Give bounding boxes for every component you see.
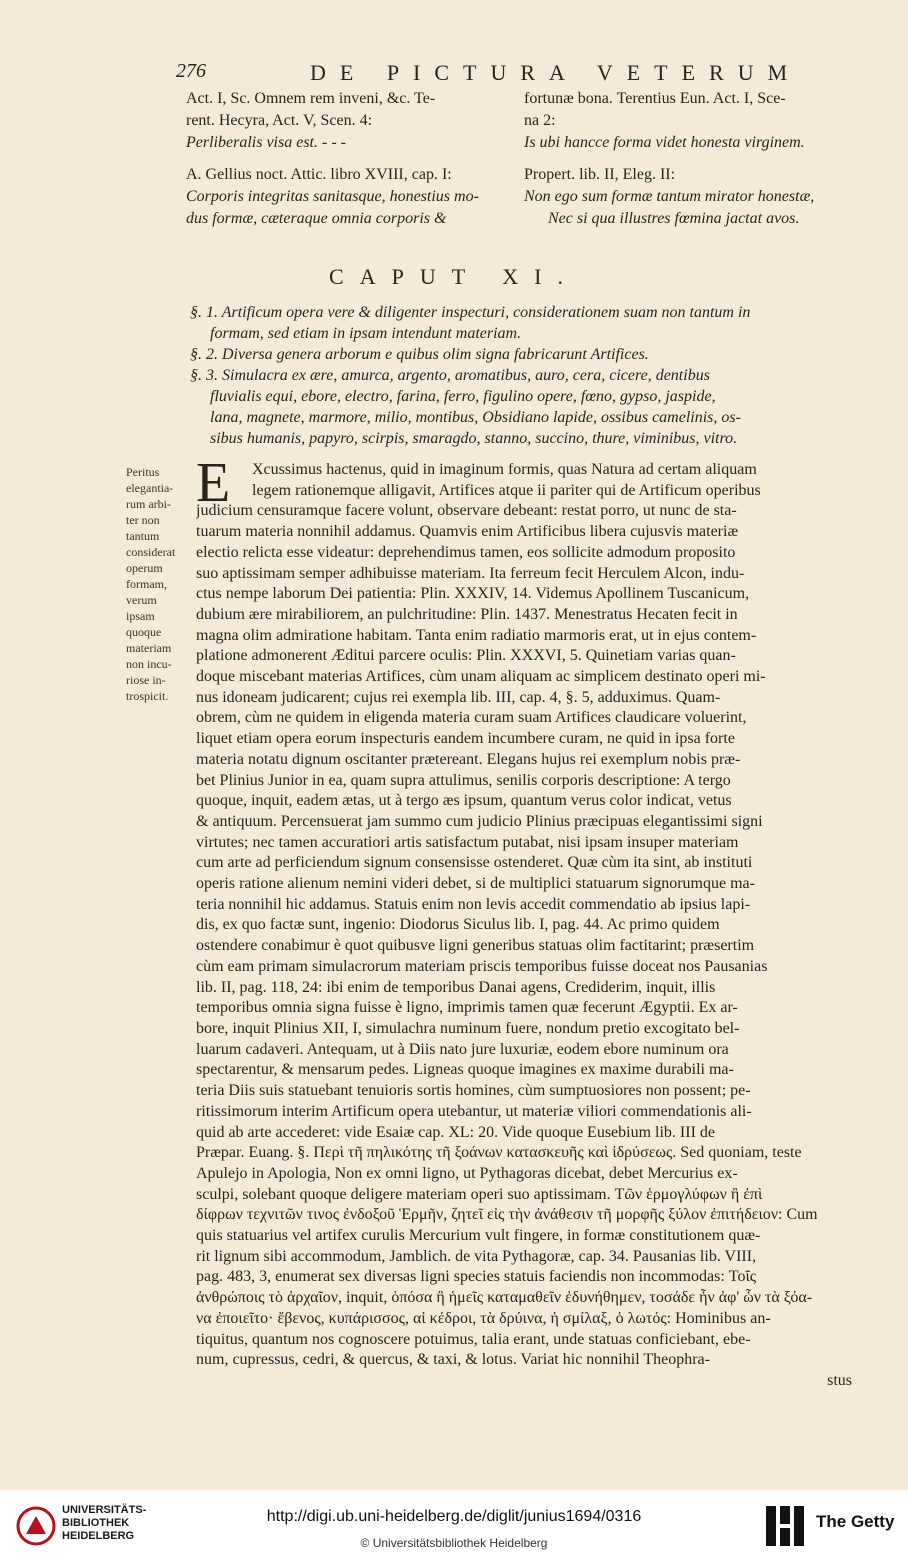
margin-note-line: quoque (126, 625, 162, 639)
body-line: dubium ære mirabiliorem, an pulchritudine: Plin. 1437. Menestratus Hecaten fecit in (196, 605, 738, 623)
summary-line: §. 1. Artificum opera vere & diligenter inspecturi, considerationem suam non tantum in (190, 304, 751, 321)
right-line: na 2: (524, 112, 556, 129)
body-line: dis, ex quo factæ sunt, ingenio: Diodorus Siculus lib. I, pag. 44. Ac primo quidem (196, 916, 720, 934)
margin-note-line: formam, (126, 577, 167, 591)
right-line: Is ubi hancce forma videt honesta virginem. (524, 134, 805, 151)
summary-line: formam, sed etiam in ipsam intendunt materiam. (210, 325, 522, 342)
copyright-notice: © Universitätsbibliothek Heidelberg (360, 1536, 548, 1550)
logo-text-line: UNIVERSITÄTS- (62, 1504, 147, 1516)
body-line: quoque, inquit, eadem ætas, ut à tergo æs ipsum, quantum verus color indicat, vetus (196, 792, 732, 810)
margin-note-line: trospicit. (126, 689, 169, 703)
body-line: temporibus omnia signa fuisse è ligno, imprimis tamen quæ fecerunt Ægyptii. Ex ar- (196, 999, 738, 1017)
chapter-summary (190, 302, 850, 449)
margin-note (126, 464, 196, 704)
body-line: teria nonnihil hic addamus. Statuis enim non levis accedit commendatio ab ipsius lapi- (196, 895, 751, 913)
drop-capital: E (196, 452, 231, 514)
summary-line: lana, magnete, marmore, milio, montibus, Obsidiano lapide, ossibus camelinis, os- (210, 409, 741, 426)
body-line: ἀνθρώποις τὸ ἀρχαῖον, inquit, ὁπόσα ἢ ἡμεῖς καταμαθεῖν ἐδυνήθημεν, τοσάδε ἦν ἀφ' ὧν τὰ ξόα- (196, 1289, 813, 1307)
body-line: teria Diis suis statuebant tenuioris sortis homines, cùm sumptuosiores non possent; pe- (196, 1082, 751, 1100)
margin-note-line: tantum (126, 529, 160, 543)
summary-line: sibus humanis, papyro, scirpis, smaragdo, stanno, succino, thure, viminibus, vitro. (210, 430, 738, 447)
running-title: DE PICTURA VETERUM (310, 60, 802, 85)
body-line: Apulejo in Apologia, Non ex omni ligno, ut Pythagoras dicebat, debet Mercurius ex- (196, 1164, 738, 1182)
left-line: A. Gellius noct. Attic. libro XVIII, cap. I: (186, 166, 452, 183)
body-line: lib. II, pag. 118, 24: ibi enim de temporibus Danai agens, Crediderim, inquit, illis (196, 978, 716, 996)
left-line: rent. Hecyra, Act. V, Scen. 4: (186, 112, 373, 129)
summary-line: §. 3. Simulacra ex ære, amurca, argento, aromatibus, auro, cera, cicere, dentibus (190, 367, 710, 384)
body-line: ostendere conabimur è quot quibusve ligni generibus statuas olim factitarint; præsertim (196, 937, 755, 955)
body-line: Præpar. Euang. §. Περὶ τῆ πηλικότης τῆ ξοάνων κατασκευῆς καὶ ἱδρύσεως. Sed quoniam, teste (196, 1144, 802, 1162)
right-line: Non ego sum formæ tantum mirator honestæ, (524, 188, 815, 205)
right-line: Propert. lib. II, Eleg. II: (524, 166, 676, 183)
summary-line: fluvialis equi, ebore, electro, farina, ferro, figulino opere, fœno, gypso, jaspide, (210, 388, 716, 405)
body-line: tuarum materia nonnihil addamus. Quamvis enim Artificibus libera cujusvis materiæ (196, 523, 739, 541)
logo-text-line: HEIDELBERG (62, 1530, 135, 1542)
body-line: materia notatu dignum oscitanter prætereant. Elegans hujus rei exemplum nobis præ- (196, 750, 741, 768)
body-line: cùm eam primam simulacrorum materiam priscis temporibus fuisse doceat nos Pausanias (196, 957, 768, 975)
margin-note-line: rum arbi- (126, 497, 171, 511)
page-number: 276 (176, 60, 206, 82)
body-line: magna olim admiratione habitam. Tanta enim radiatio marmoris erat, ut in ejus contem- (196, 626, 757, 644)
left-line: dus formæ, cæteraque omnia corporis & (186, 210, 447, 227)
margin-note-line: Peritus (126, 465, 160, 479)
body-line: quid ab arte accederet: vide Esaiæ cap. XL: 20. Vide quoque Eusebium lib. III de (196, 1123, 716, 1141)
margin-note-line: considerat (126, 545, 176, 559)
body-line: doque miscebant materias Artifices, cùm unam aliquam ac simplicem destinato operi mi- (196, 668, 766, 686)
body-line: suo aptissimam semper adhibuisse materiam. Ita ferreum fecit Herculem Alcon, indu- (196, 564, 745, 582)
margin-note-line: materiam (126, 641, 172, 655)
body-line: bore, inquit Plinius XII, I, simulachra numinum fuere, nondum pretio excogitato bel- (196, 1019, 740, 1037)
body-line: ritissimorum interim Artificum opera utebantur, ut materiæ viliori commendationis ali- (196, 1102, 752, 1120)
left-line: Corporis integritas sanitasque, honestius mo- (186, 188, 479, 205)
getty-logo-text: The Getty (816, 1512, 895, 1531)
right-line: fortunæ bona. Terentius Eun. Act. I, Sce- (524, 90, 786, 107)
right-line-spacer (524, 154, 840, 164)
right-line: Nec si qua illustres fœmina jactat avos. (548, 210, 800, 227)
body-line: να ἐποιεῖτο· ἔβενος, κυπάρισσος, αἱ κέδροι, τὰ δρύινα, ἡ σμίλαξ, ὁ λωτός: Hominibus an- (196, 1309, 771, 1327)
margin-note-line: ipsam (126, 609, 155, 623)
margin-note-line: non incu- (126, 657, 172, 671)
summary-line: §. 2. Diversa genera arborum e quibus olim signa fabricarunt Artifices. (190, 346, 649, 363)
margin-note-line: operum (126, 561, 163, 575)
body-line: judicium censuramque facere volunt, observare debeant: restat porro, ut nunc de sta- (196, 502, 737, 520)
body-text (196, 452, 852, 1392)
body-line: liquet etiam opera eorum inspecturis eandem incumbere curam, ne quid in ipsa forte (196, 730, 735, 748)
margin-note-line: ter non (126, 513, 160, 527)
body-line: obrem, cùm ne quidem in eligenda materia curam suam Artifices claudicare voluerint, (196, 709, 747, 727)
chapter-heading: CAPUT XI. (329, 264, 579, 289)
body-line: δίφρων τεχνιτῶν τινος ἐνδοξοῦ Ἑρμῆν, ζητεῖ εἰς τὴν ἀνάθεσιν τῆ μορφῆς ξύλον ἐπιτήδειον: Cum (196, 1206, 818, 1224)
right-citation-column (524, 88, 840, 230)
body-line: quis statuarius vel artifex curulis Mercurium vult fingere, in formæ constitutionem quæ- (196, 1227, 761, 1245)
footer-bar (0, 1490, 908, 1568)
left-line: Perliberalis visa est. - - - (186, 134, 346, 151)
body-line: num, cupressus, cedri, & quercus, & taxi, & lotus. Variat hic nonnihil Theophra- (196, 1351, 710, 1369)
citation-columns (186, 88, 850, 254)
body-line: platione admonerent Æditui parcere oculis: Plin. XXXVI, 5. Quinetiam varias quan- (196, 647, 736, 665)
body-line: ctus nempe laborum Dei patientia: Plin. XXXIV, 14. Videmus Apollinem Tuscanicum, (196, 585, 750, 603)
margin-note-line: riose in- (126, 673, 166, 687)
body-line: sculpi, solebant quoque deligere materiam operi suo aptissimam. Τῶν ἑρμογλύφων ἢ ἐπὶ (196, 1185, 763, 1203)
body-line: operis ratione alienum nemini videri debet, si de multiplici statuarum signorumque ma- (196, 875, 755, 893)
margin-note-line: verum (126, 593, 157, 607)
body-line: luarum cadaveri. Antequam, ut à Diis nato jure luxuriæ, eodem ebore numinum ora (196, 1040, 729, 1058)
left-citation-column (186, 88, 502, 230)
body-line: stus (827, 1371, 852, 1389)
body-line: Xcussimus hactenus, quid in imaginum formis, quas Natura ad certam aliquam (252, 461, 757, 478)
body-line: tiquitus, quantum nos cognoscere potuimus, talia erant, unde statuas conficiebant, ebe- (196, 1330, 751, 1348)
body-line: virtutes; nec tamen accuratiori artis satisfactum putabat, nisi ipsam insuper materiam (196, 833, 739, 851)
logo-text-line: BIBLIOTHEK (62, 1517, 130, 1529)
left-line: Act. I, Sc. Omnem rem inveni, &c. Te- (186, 90, 436, 107)
body-line: spectarentur, & mensarum pedes. Ligneas quoque imagines ex maxime durabili ma- (196, 1061, 734, 1079)
running-head (176, 60, 836, 90)
margin-note-line: elegantia- (126, 481, 174, 495)
body-line: & antiquum. Percensuerat jam summo cum judicio Plinius præcipuas elegantissimi signi (196, 812, 763, 830)
body-line: bet Plinius Junior in ea, quam supra attulimus, senilis corporis descriptione: A tergo (196, 771, 731, 789)
body-line: electio relicta esse videatur: deprehendimus tamen, eos sollicite admodum proposito (196, 543, 736, 561)
left-line-spacer (186, 154, 502, 164)
body-line: pag. 483, 3, enumerat sex diversas ligni species statuis faciendis non incommodas: Τοῖς (196, 1268, 757, 1286)
source-url-link[interactable]: http://digi.ub.uni-heidelberg.de/diglit/junius1694/0316 (266, 1508, 642, 1525)
body-line: nus idoneam judicarent; cujus rei exempla lib. III, cap. 4, §. 5, adduximus. Quam- (196, 688, 721, 706)
body-line: cum arte ad perficiendum signum consensisse ostenderet. Quæ cùm ita sint, ab instituti (196, 854, 753, 872)
getty-logo-icon (764, 1504, 806, 1548)
body-line: legem rationemque alligavit, Artifices atque ii pariter qui de Artificum operibus (252, 481, 761, 499)
body-line: rit lignum sibi accommodum, Jamblich. de vita Pythagoræ, cap. 34. Pausanias lib. VIII, (196, 1247, 757, 1265)
